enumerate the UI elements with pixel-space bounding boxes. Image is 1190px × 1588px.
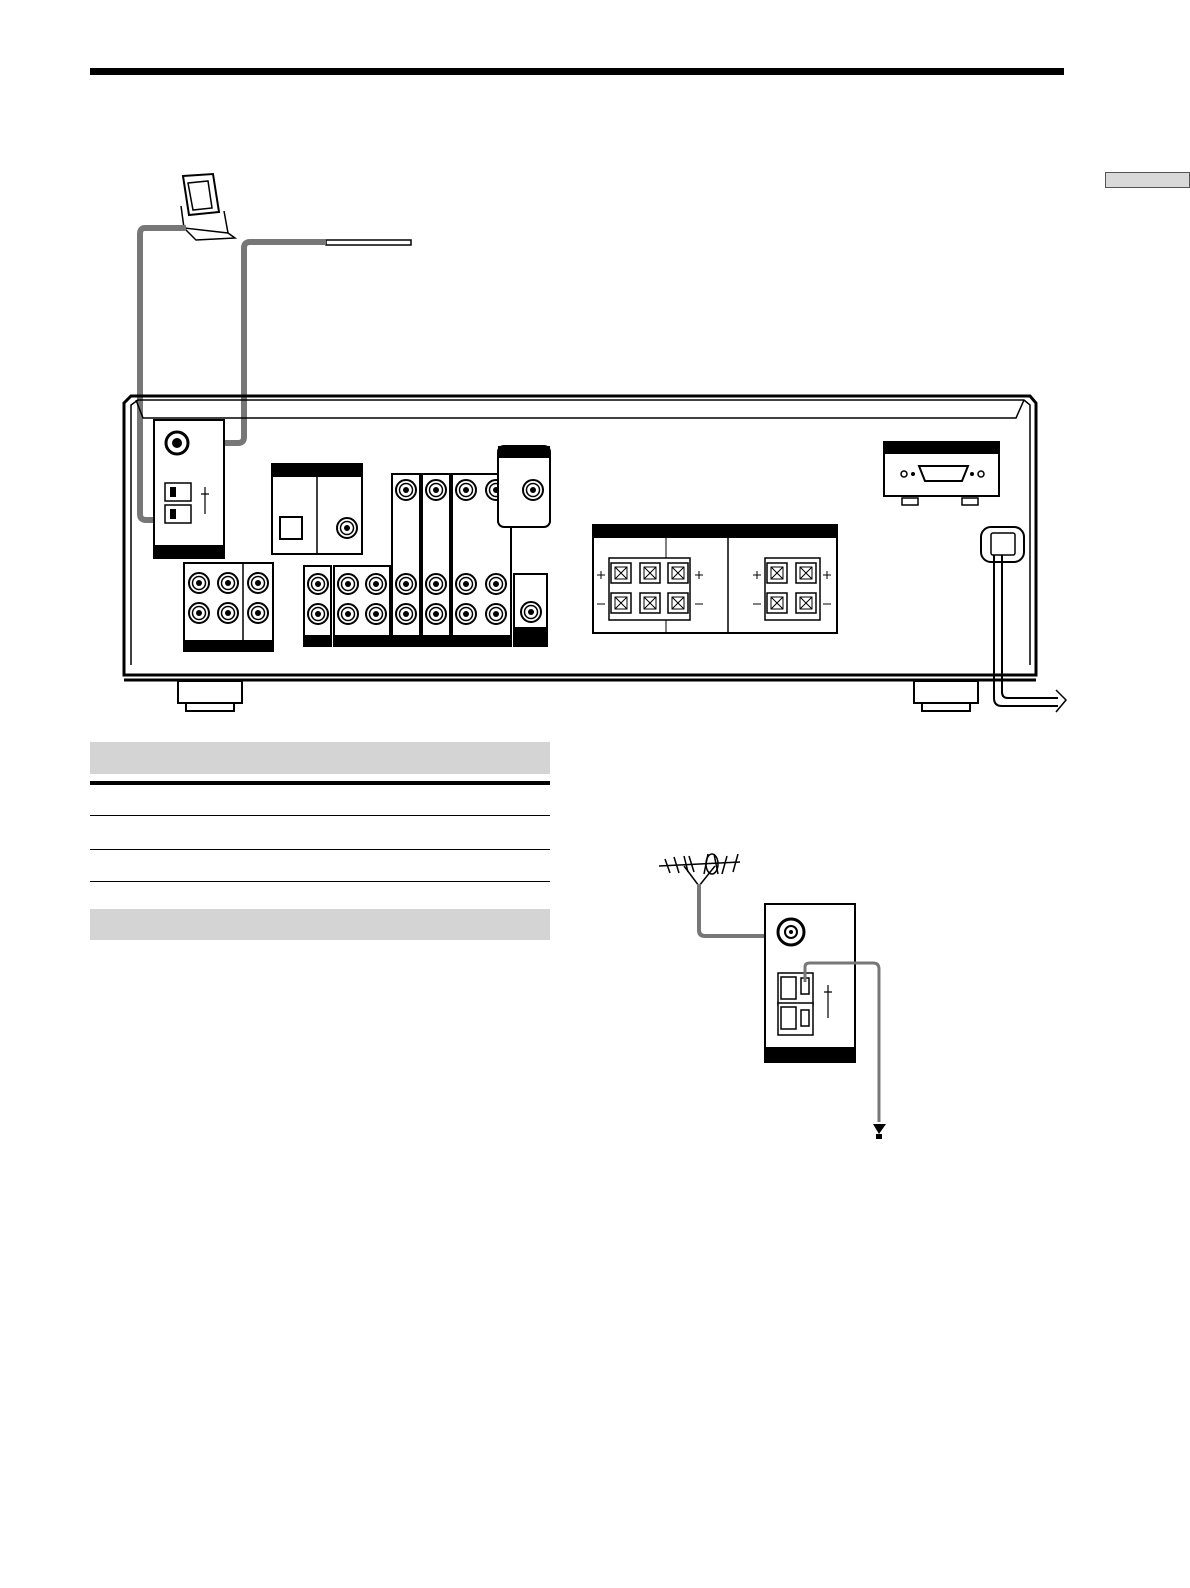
inset-antenna-diagram [659,854,886,1139]
digital-input-block [272,464,362,554]
ac-power-cord [981,527,1066,712]
am-loop-antenna [181,174,235,240]
receiver-feet [178,681,978,711]
speaker-terminal-section [593,525,837,633]
fm-antenna-cable [182,242,326,443]
outdoor-antenna-icon [659,854,740,886]
ground-arrow-icon [873,1124,886,1139]
antenna-terminal-block [154,420,224,558]
control-connector [884,442,999,505]
fm-wire-antenna [326,240,411,245]
audio-input-jacks-left [184,563,273,651]
